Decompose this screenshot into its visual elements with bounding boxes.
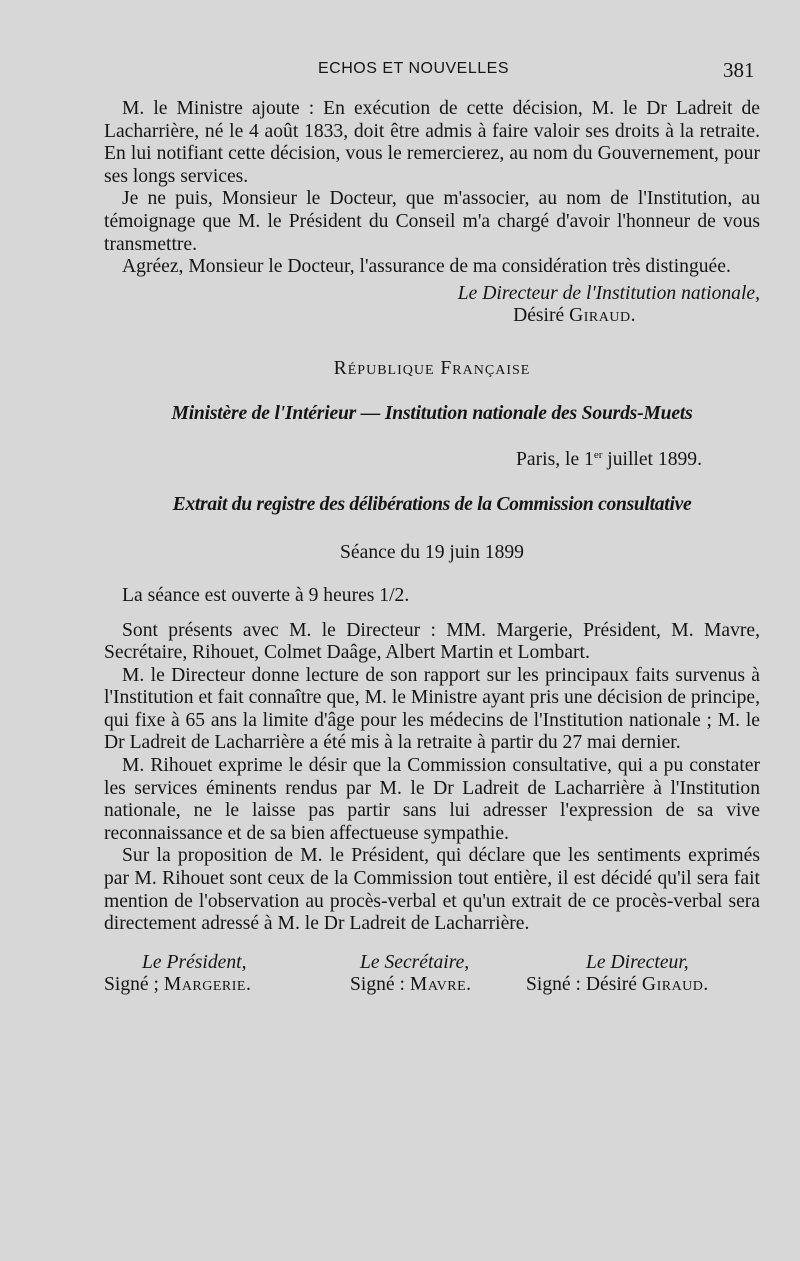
extract-heading: Extrait du registre des délibérations de la Commission consultative <box>172 493 692 515</box>
seance-heading: Séance du 19 juin 1899 <box>340 542 524 564</box>
minutes-paragraph: La séance est ouverte à 9 heures 1/2. <box>122 584 410 606</box>
date-prefix: Paris, le 1 <box>516 449 594 471</box>
signature-first-name: Désiré <box>513 305 565 327</box>
signature-role: Le Secrétaire, <box>360 951 470 973</box>
signature-role: Le Président, <box>142 951 247 973</box>
letter-paragraph: Je ne puis, Monsieur le Docteur, que m'associer, au nom de l'Institution, au témoignage que M. le Président du Conseil m'a chargé d'avoir l'honneur de vous transmettre. <box>104 188 760 255</box>
signature-name: Margerie. <box>163 974 252 996</box>
date-suffix: juillet 1899. <box>602 449 702 471</box>
page-number: 381 <box>723 58 755 82</box>
signature-signed: Signé : Désiré <box>526 974 638 996</box>
signature-signed: Signé : <box>350 974 405 996</box>
signature-name: Giraud. <box>641 974 709 996</box>
signature-secretary <box>350 952 472 997</box>
minutes-paragraph: M. Rihouet exprime le désir que la Commission consultative, qui a pu constater les services éminents rendus par M. le Dr Ladreit de Lacharrière à l'Institution nationale, ne le laisse pas partir sans lui adresser l'expression de sa vive reconnaissance et de sa bien affectueuse sympathie. <box>104 755 760 844</box>
minutes-paragraph: Sur la proposition de M. le Président, qui déclare que les sentiments exprimés par M. Rihouet sont ceux de la Commission tout entière, il est décidé qu'il sera fait mention de l'observation au procès-verbal et qu'un extrait de ce procès-verbal sera directement adressé à M. le Dr Ladreit de Lacharrière. <box>104 845 760 935</box>
signature-last-name: Giraud. <box>569 305 636 327</box>
minutes-paragraph: Sont présents avec M. le Directeur : MM. Margerie, Président, M. Mavre, Secrétaire, Rihouet, Colmet Daâge, Albert Martin et Lombart. <box>104 619 760 664</box>
ministry-heading: Ministère de l'Intérieur — Institution nationale des Sourds-Muets <box>171 402 693 424</box>
date-superscript: er <box>593 449 603 462</box>
signature-role: Le Directeur, <box>586 951 689 973</box>
signature-name: Mavre. <box>409 974 472 996</box>
running-title: ECHOS ET NOUVELLES <box>318 60 509 77</box>
letter-paragraph: Agréez, Monsieur le Docteur, l'assurance de ma considération très distinguée. <box>122 256 731 278</box>
signature-director <box>526 952 709 997</box>
minutes-paragraph: M. le Directeur donne lecture de son rapport sur les principaux faits survenus à l'Institution et fait connaître que, M. le Ministre ayant pris une décision de principe, qui fixe à 65 ans la limite d'âge pour les médecins de l'Institution nationale ; M. le Dr Ladreit de Lacharrière a été mis à la retraite à partir du 27 mai dernier. <box>104 664 760 754</box>
body-text <box>104 98 760 1002</box>
signature-signed: Signé ; <box>104 974 159 996</box>
dateline <box>104 449 760 472</box>
page-header <box>0 58 800 88</box>
republic-heading: République Française <box>333 357 531 379</box>
letter-signature-name <box>104 305 760 328</box>
signature-president <box>104 952 251 997</box>
letter-signature-title: Le Directeur de l'Institution nationale, <box>457 282 760 304</box>
letter-paragraph: M. le Ministre ajoute : En exécution de cette décision, M. le Dr Ladreit de Lacharrière, né le 4 août 1833, doit être admis à faire valoir ses droits à la retraite. En lui notifiant cette décision, vous le remercierez, au nom du Gouvernement, pour ses longs services. <box>104 98 760 187</box>
minutes-signatures <box>104 952 760 1002</box>
